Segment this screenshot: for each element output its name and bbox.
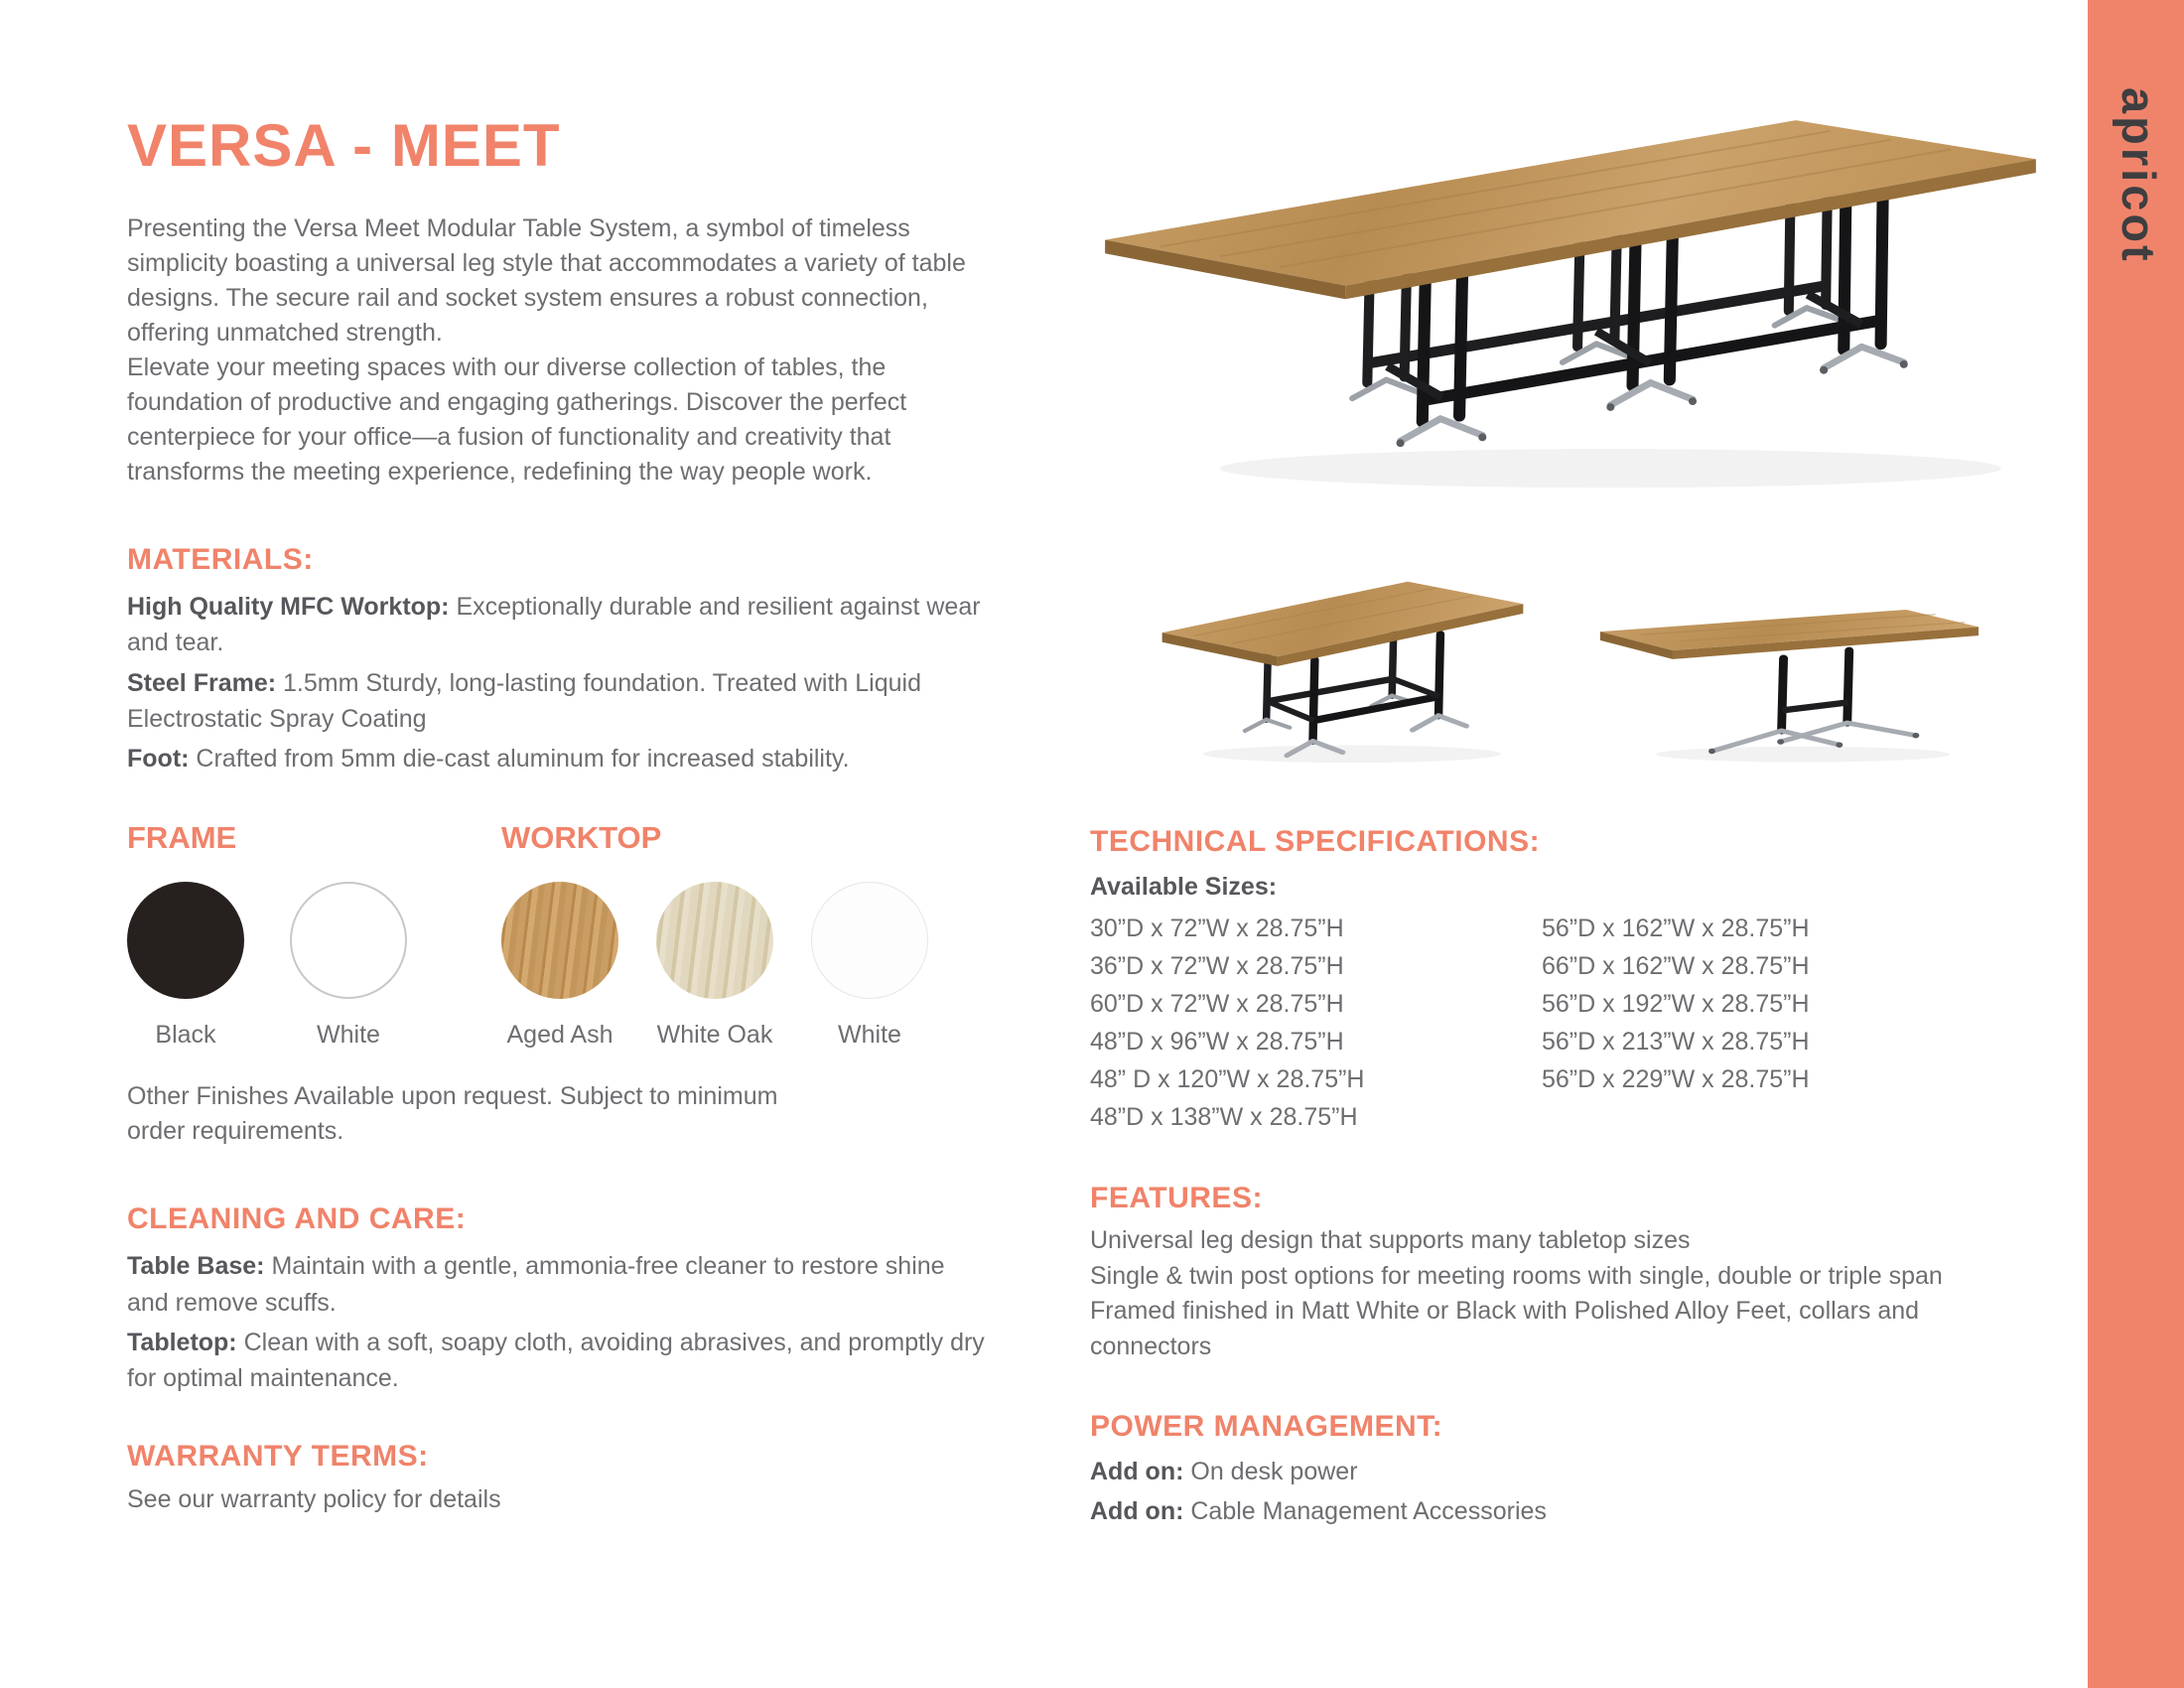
material-text-foot: Crafted from 5mm die-cast aluminum for increased stability. [196,745,850,773]
brand-logo: apricot [2113,87,2165,264]
power-item-desk [1090,1454,2051,1489]
sizes-column-2 [1542,910,1993,1136]
cleaning-text-tabletop: Clean with a soft, soapy cloth, avoiding abrasives, and promptly dry for optimal maintenance. [127,1328,985,1392]
worktop-swatch-white-oak [656,882,773,1050]
materials-heading: MATERIALS: [127,543,314,576]
features-section [1090,1182,2051,1364]
swatch-label-white: White [317,1021,380,1050]
finish-note: Other Finishes Available upon request. Subject to minimum order requirements. [127,1082,778,1146]
page-title: VERSA - MEET [127,112,561,179]
sizes-column-1 [1090,910,1542,1136]
swatch-label-black: Black [155,1021,216,1050]
cleaning-heading: CLEANING AND CARE: [127,1202,467,1236]
cleaning-text-base: Maintain with a gentle, ammonia-free cleaner to restore shine and remove scuffs. [127,1252,945,1317]
power-label-desk: Add on: [1090,1458,1184,1485]
size-item: 56”D x 192”W x 28.75”H [1542,990,1810,1018]
cleaning-item-tabletop [127,1325,991,1397]
cleaning-item-base [127,1248,991,1321]
technical-specifications-section [1090,825,2051,1136]
frame-finish-group [127,780,501,1050]
power-label-cable: Add on: [1090,1497,1184,1526]
power-management-section [1090,1410,2051,1530]
warranty-heading: WARRANTY TERMS: [127,1440,429,1474]
intro-paragraph-1: Presenting the Versa Meet Modular Table System, a symbol of timeless simplicity boasting a universal leg style that accommodates a variety of table designs. The secure rail and socket system ensures a robust connection, offering unmatched strength. [127,214,966,347]
swatch-label-white-oak: White Oak [656,1021,773,1050]
finish-options [127,780,991,1050]
size-item: 36”D x 72”W x 28.75”H [1090,952,1344,980]
power-text-desk: On desk power [1190,1458,1358,1485]
material-label-worktop: High Quality MFC Worktop: [127,593,450,621]
features-heading: FEATURES: [1090,1182,1263,1214]
available-sizes-label: Available Sizes: [1090,873,1278,901]
cleaning-label-tabletop: Tabletop: [127,1328,237,1356]
size-item: 66”D x 162”W x 28.75”H [1542,952,1810,980]
frame-swatch-black [127,882,244,1050]
white-oak-swatch-circle [656,882,773,999]
size-item: 56”D x 162”W x 28.75”H [1542,914,1810,942]
size-item: 56”D x 229”W x 28.75”H [1542,1065,1810,1093]
right-column [1090,79,2051,1534]
table-variants [1090,556,2051,779]
material-item-frame [127,665,991,738]
size-item: 30”D x 72”W x 28.75”H [1090,914,1344,942]
size-item: 60”D x 72”W x 28.75”H [1090,990,1344,1018]
worktop-heading: WORKTOP [501,820,662,856]
power-item-cable [1090,1493,2051,1529]
worktop-swatch-aged-ash [501,882,618,1050]
swatch-label-white-worktop: White [838,1021,901,1050]
intro-paragraph-2: Elevate your meeting spaces with our diverse collection of tables, the foundation of productive and engaging gatherings. Discover the perfect centerpiece for your office—a fusion of functionality and creativity that transforms the meeting experience, redefining the way people work. [127,353,907,486]
left-column [127,111,991,1522]
feature-item: Universal leg design that supports many tabletop sizes [1090,1226,1691,1254]
material-label-frame: Steel Frame: [127,668,277,697]
frame-heading: FRAME [127,820,237,856]
frame-swatches [127,882,501,1050]
size-item: 56”D x 213”W x 28.75”H [1542,1028,1810,1055]
size-item: 48” D x 120”W x 28.75”H [1090,1065,1365,1093]
material-item-worktop [127,589,991,661]
size-item: 48”D x 96”W x 28.75”H [1090,1028,1344,1055]
aged-ash-swatch-circle [501,882,618,999]
sizes-columns [1090,910,2051,1136]
material-text-worktop: Exceptionally durable and resilient against wear and tear. [127,593,981,657]
power-text-cable: Cable Management Accessories [1190,1497,1547,1526]
white-swatch-circle [290,882,407,999]
hero-table-image [1090,79,2051,546]
cleaning-label-base: Table Base: [127,1252,265,1281]
material-text-frame: 1.5mm Sturdy, long-lasting foundation. Treated with Liquid Electrostatic Spray Coating [127,668,921,733]
worktop-finish-group [501,780,928,1050]
table-variant-image-1 [1157,556,1529,779]
material-label-foot: Foot: [127,745,190,773]
worktop-swatches [501,882,928,1050]
black-swatch-circle [127,882,244,999]
frame-swatch-white [290,882,407,1050]
material-item-foot [127,741,991,776]
swatch-label-aged-ash: Aged Ash [506,1021,614,1050]
feature-item: Single & twin post options for meeting rooms with single, double or triple span [1090,1261,1943,1290]
worktop-swatch-white [811,882,928,1050]
white-worktop-swatch-circle [811,882,928,999]
warranty-text: See our warranty policy for details [127,1485,501,1514]
feature-item: Framed finished in Matt White or Black with Polished Alloy Feet, collars and connectors [1090,1297,1920,1360]
power-heading: POWER MANAGEMENT: [1090,1410,1443,1443]
size-item: 48”D x 138”W x 28.75”H [1090,1103,1358,1131]
specifications-heading: TECHNICAL SPECIFICATIONS: [1090,825,1541,858]
table-variant-image-2 [1592,591,1984,779]
brand-bar [2088,0,2184,1688]
